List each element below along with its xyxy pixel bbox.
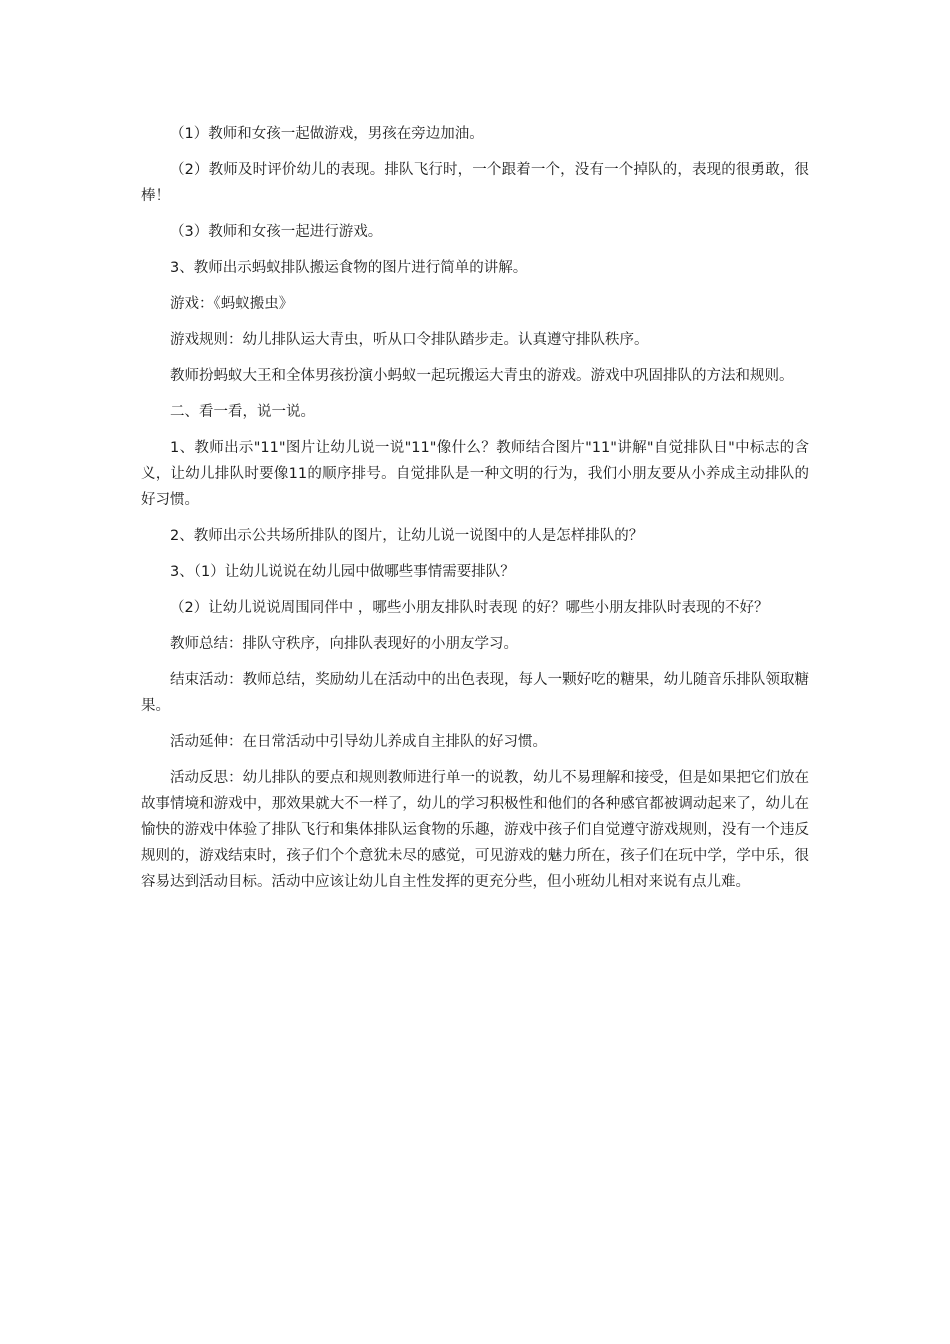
paragraph-7: 教师扮蚂蚁大王和全体男孩扮演小蚂蚁一起玩搬运大青虫的游戏。游戏中巩固排队的方法和规则。 xyxy=(170,368,794,384)
paragraph-15: 活动延伸：在日常活动中引导幼儿养成自主排队的好习惯。 xyxy=(170,734,547,750)
section-heading: 二、看一看，说一说。 xyxy=(170,404,315,420)
paragraph-2: （2）教师及时评价幼儿的表现。排队飞行时，一个跟着一个，没有一个掉队的，表现的很勇敢，很棒！ xyxy=(141,162,809,204)
paragraph-13: 教师总结：排队守秩序，向排队表现好的小朋友学习。 xyxy=(170,636,518,652)
paragraph-1: （1）教师和女孩一起做游戏，男孩在旁边加油。 xyxy=(170,126,484,142)
paragraph-3: （3）教师和女孩一起进行游戏。 xyxy=(170,224,383,240)
paragraph-9: 1、教师出示"11"图片让幼儿说一说"11"像什么？教师结合图片"11"讲解"自觉排队日"中标志的含义，让幼儿排队时要像11的顺序排号。自觉排队是一种文明的行为，我们小朋友要从小养成主动排队的好习惯。 xyxy=(141,440,809,508)
paragraph-16: 活动反思：幼儿排队的要点和规则教师进行单一的说教，幼儿不易理解和接受，但是如果把它们放在故事情境和游戏中，那效果就大不一样了，幼儿的学习积极性和他们的各种感官都被调动起来了，幼儿在愉快的游戏中体验了排队飞行和集体排队运食物的乐趣，游戏中孩子们自觉遵守游戏规则，没有一个违反规则的，游戏结束时，孩子们个个意犹未尽的感觉，可见游戏的魅力所在，孩子们在玩中学，学中乐，很容易达到活动目标。活动中应该让幼儿自主性发挥的更充分些，但小班幼儿相对来说有点儿难。 xyxy=(141,770,809,890)
paragraph-5: 游戏：《蚂蚁搬虫》 xyxy=(170,296,294,312)
paragraph-4: 3、教师出示蚂蚁排队搬运食物的图片进行简单的讲解。 xyxy=(170,260,528,276)
paragraph-14: 结束活动：教师总结，奖励幼儿在活动中的出色表现，每人一颗好吃的糖果，幼儿随音乐排队领取糖果。 xyxy=(141,672,809,714)
paragraph-12: （2）让幼儿说说周围同伴中 ，哪些小朋友排队时表现 的好？哪些小朋友排队时表现的不好？ xyxy=(170,600,769,616)
paragraph-11: 3、（1）让幼儿说说在幼儿园中做哪些事情需要排队？ xyxy=(170,564,515,580)
paragraph-10: 2、教师出示公共场所排队的图片，让幼儿说一说图中的人是怎样排队的？ xyxy=(170,528,644,544)
paragraph-6: 游戏规则：幼儿排队运大青虫，听从口令排队踏步走。认真遵守排队秩序。 xyxy=(170,332,649,348)
document-body xyxy=(141,121,809,905)
